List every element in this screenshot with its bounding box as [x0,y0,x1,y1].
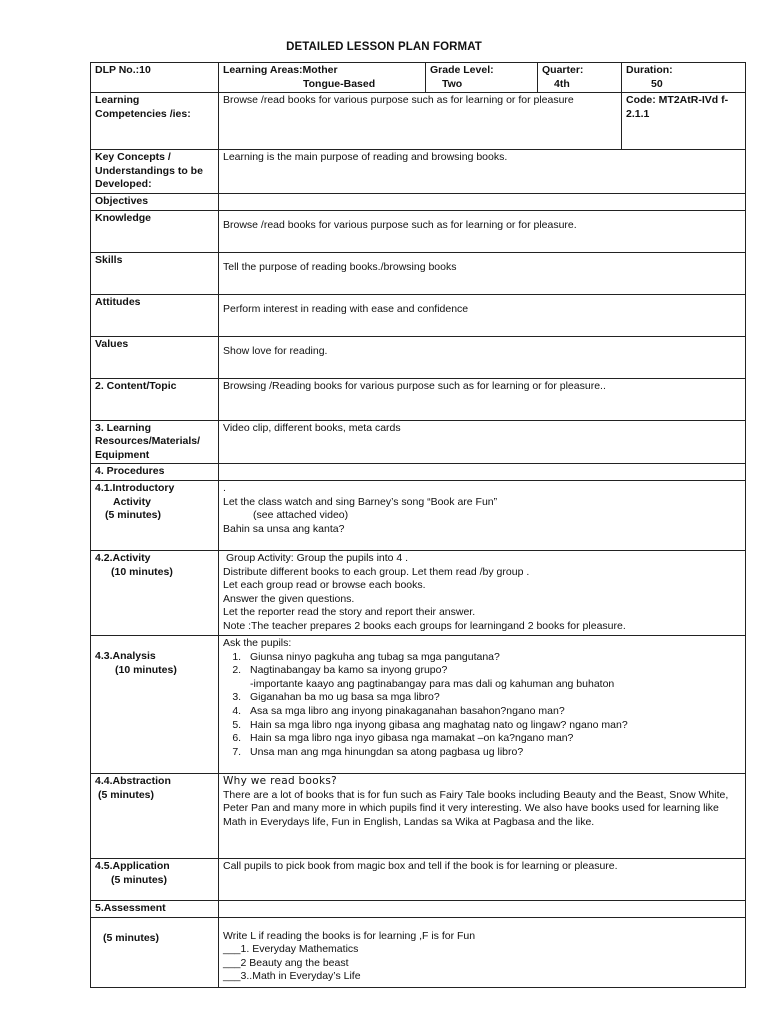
introductory-label: 4.1.Introductory Activity (5 minutes) [91,480,219,550]
abstraction-row [91,773,746,858]
introductory-row [91,480,746,550]
skills-row [91,252,746,294]
activity-row [91,550,746,635]
assessment-label: 5.Assessment [91,900,219,917]
resources-text: Video clip, different books, meta cards [219,420,746,464]
list-item: 2. Nagtinabangay ba kamo sa inyong grupo? -importante kaayo ang pagtinabangay para mas dali og kahuman ang buhaton [244,664,741,691]
key-concepts-label: Key Concepts / Understandings to be Developed: [91,150,219,194]
key-concepts-row [91,150,746,194]
learning-area: Learning Areas:Mother Tongue-Based [219,63,426,93]
procedures-row [91,464,746,481]
key-concepts-text: Learning is the main purpose of reading and browsing books. [219,150,746,194]
application-label: 4.5.Application (5 minutes) [91,858,219,900]
attitudes-row [91,294,746,336]
quarter: Quarter: 4th [538,63,622,93]
application-text: Call pupils to pick book from magic box and tell if the book is for learning or pleasure. [219,858,746,900]
resources-label: 3. Learning Resources/Materials/ Equipment [91,420,219,464]
competency-code: Code: MT2AtR-IVd f-2.1.1 [622,93,746,150]
competencies-text: Browse /read books for various purpose such as for learning or for pleasure [219,93,622,150]
application-row [91,858,746,900]
knowledge-text: Browse /read books for various purpose such as for learning or for pleasure. [219,210,746,252]
list-item: 4. Asa sa mga libro ang inyong pinakaganahan basahon?ngano man? [244,705,741,719]
activity-label: 4.2.Activity (10 minutes) [91,550,219,635]
attitudes-label: Attitudes [91,294,219,336]
objectives-row [91,193,746,210]
list-item: 5. Hain sa mga libro nga inyong gibasa ang maghatag nato og lingaw? ngano man? [244,719,741,733]
objectives-label: Objectives [91,193,219,210]
analysis-questions [223,651,741,760]
resources-row [91,420,746,464]
introductory-text: . Let the class watch and sing Barney’s song “Book are Fun” (see attached video) Bahin sa unsa ang kanta? [219,480,746,550]
competencies-label: Learning Competencies /ies: [91,93,219,150]
abstraction-text: Why we read books? There are a lot of books that is for fun such as Fairy Tale books including Beauty and the Beast, Snow White, Peter Pan and many more in which pupils find it very interesting. We also have books used for learning like Math in Everydays life, Fun in English, Landas sa Wika at Pagbasa and the like. [219,773,746,858]
content-text: Browsing /Reading books for various purpose such as for learning or for pleasure.. [219,378,746,420]
abstraction-label: 4.4.Abstraction (5 minutes) [91,773,219,858]
assessment-minutes: (5 minutes) [91,917,219,987]
skills-label: Skills [91,252,219,294]
list-item: 6. Hain sa mga libro nga inyo gibasa nga mamakat –on ka?ngano man? [244,732,741,746]
content-row [91,378,746,420]
list-item: 7. Unsa man ang mga hinungdan sa atong pagbasa ug libro? [244,746,741,760]
assessment-text: Write L if reading the books is for learning ,F is for Fun ___1. Everyday Mathematics ___2 Beauty ang the beast ___3..Math in Everyday’s Life [219,917,746,987]
document-title: DETAILED LESSON PLAN FORMAT [286,41,482,53]
objectives-empty [219,193,746,210]
list-item: 3. Giganahan ba mo ug basa sa mga libro? [244,691,741,705]
assessment-empty [219,900,746,917]
analysis-row [91,635,746,773]
procedures-label: 4. Procedures [91,464,219,481]
procedures-empty [219,464,746,481]
attitudes-text: Perform interest in reading with ease and confidence [219,294,746,336]
activity-text: Group Activity: Group the pupils into 4 . Distribute different books to each group. Let them read /by group . Let each group read or browse each books. Answer the given questions. Let the reporter read the story and report their answer. Note :The teacher prepares 2 books each groups for learningand 2 books for pleasure. [219,550,746,635]
duration: Duration: 50 [622,63,746,93]
knowledge-row [91,210,746,252]
analysis-text: Ask the pupils: 1. Giunsa ninyo pagkuha ang tubag sa mga pangutana? 2. Nagtinabangay ba kamo sa inyong grupo? -importante kaayo ang pagtinabangay para mas dali og kahuman ang buhaton 3. Giganahan ba mo ug basa sa mga libro? 4. Asa sa mga libro ang inyong pinakaganahan basahon?ngano man? 5. Hain sa mga libro nga inyong gibasa ang maghatag nato og lingaw? ngano man? 6. Hain sa mga libro nga inyo gibasa nga mamakat –on ka?ngano man? 7. Unsa man ang mga hinungdan sa atong pagbasa ug libro? [219,635,746,773]
assessment-row [91,900,746,917]
values-row [91,336,746,378]
header-row [91,63,746,93]
dlp-number: DLP No.:10 [91,63,219,93]
skills-text: Tell the purpose of reading books./browsing books [219,252,746,294]
knowledge-label: Knowledge [91,210,219,252]
assessment-body-row [91,917,746,987]
lesson-plan-table [90,62,746,988]
values-text: Show love for reading. [219,336,746,378]
analysis-label: 4.3.Analysis (10 minutes) [91,635,219,773]
content-label: 2. Content/Topic [91,378,219,420]
competencies-row [91,93,746,150]
list-item: 1. Giunsa ninyo pagkuha ang tubag sa mga pangutana? [244,651,741,665]
grade-level: Grade Level: Two [426,63,538,93]
values-label: Values [91,336,219,378]
